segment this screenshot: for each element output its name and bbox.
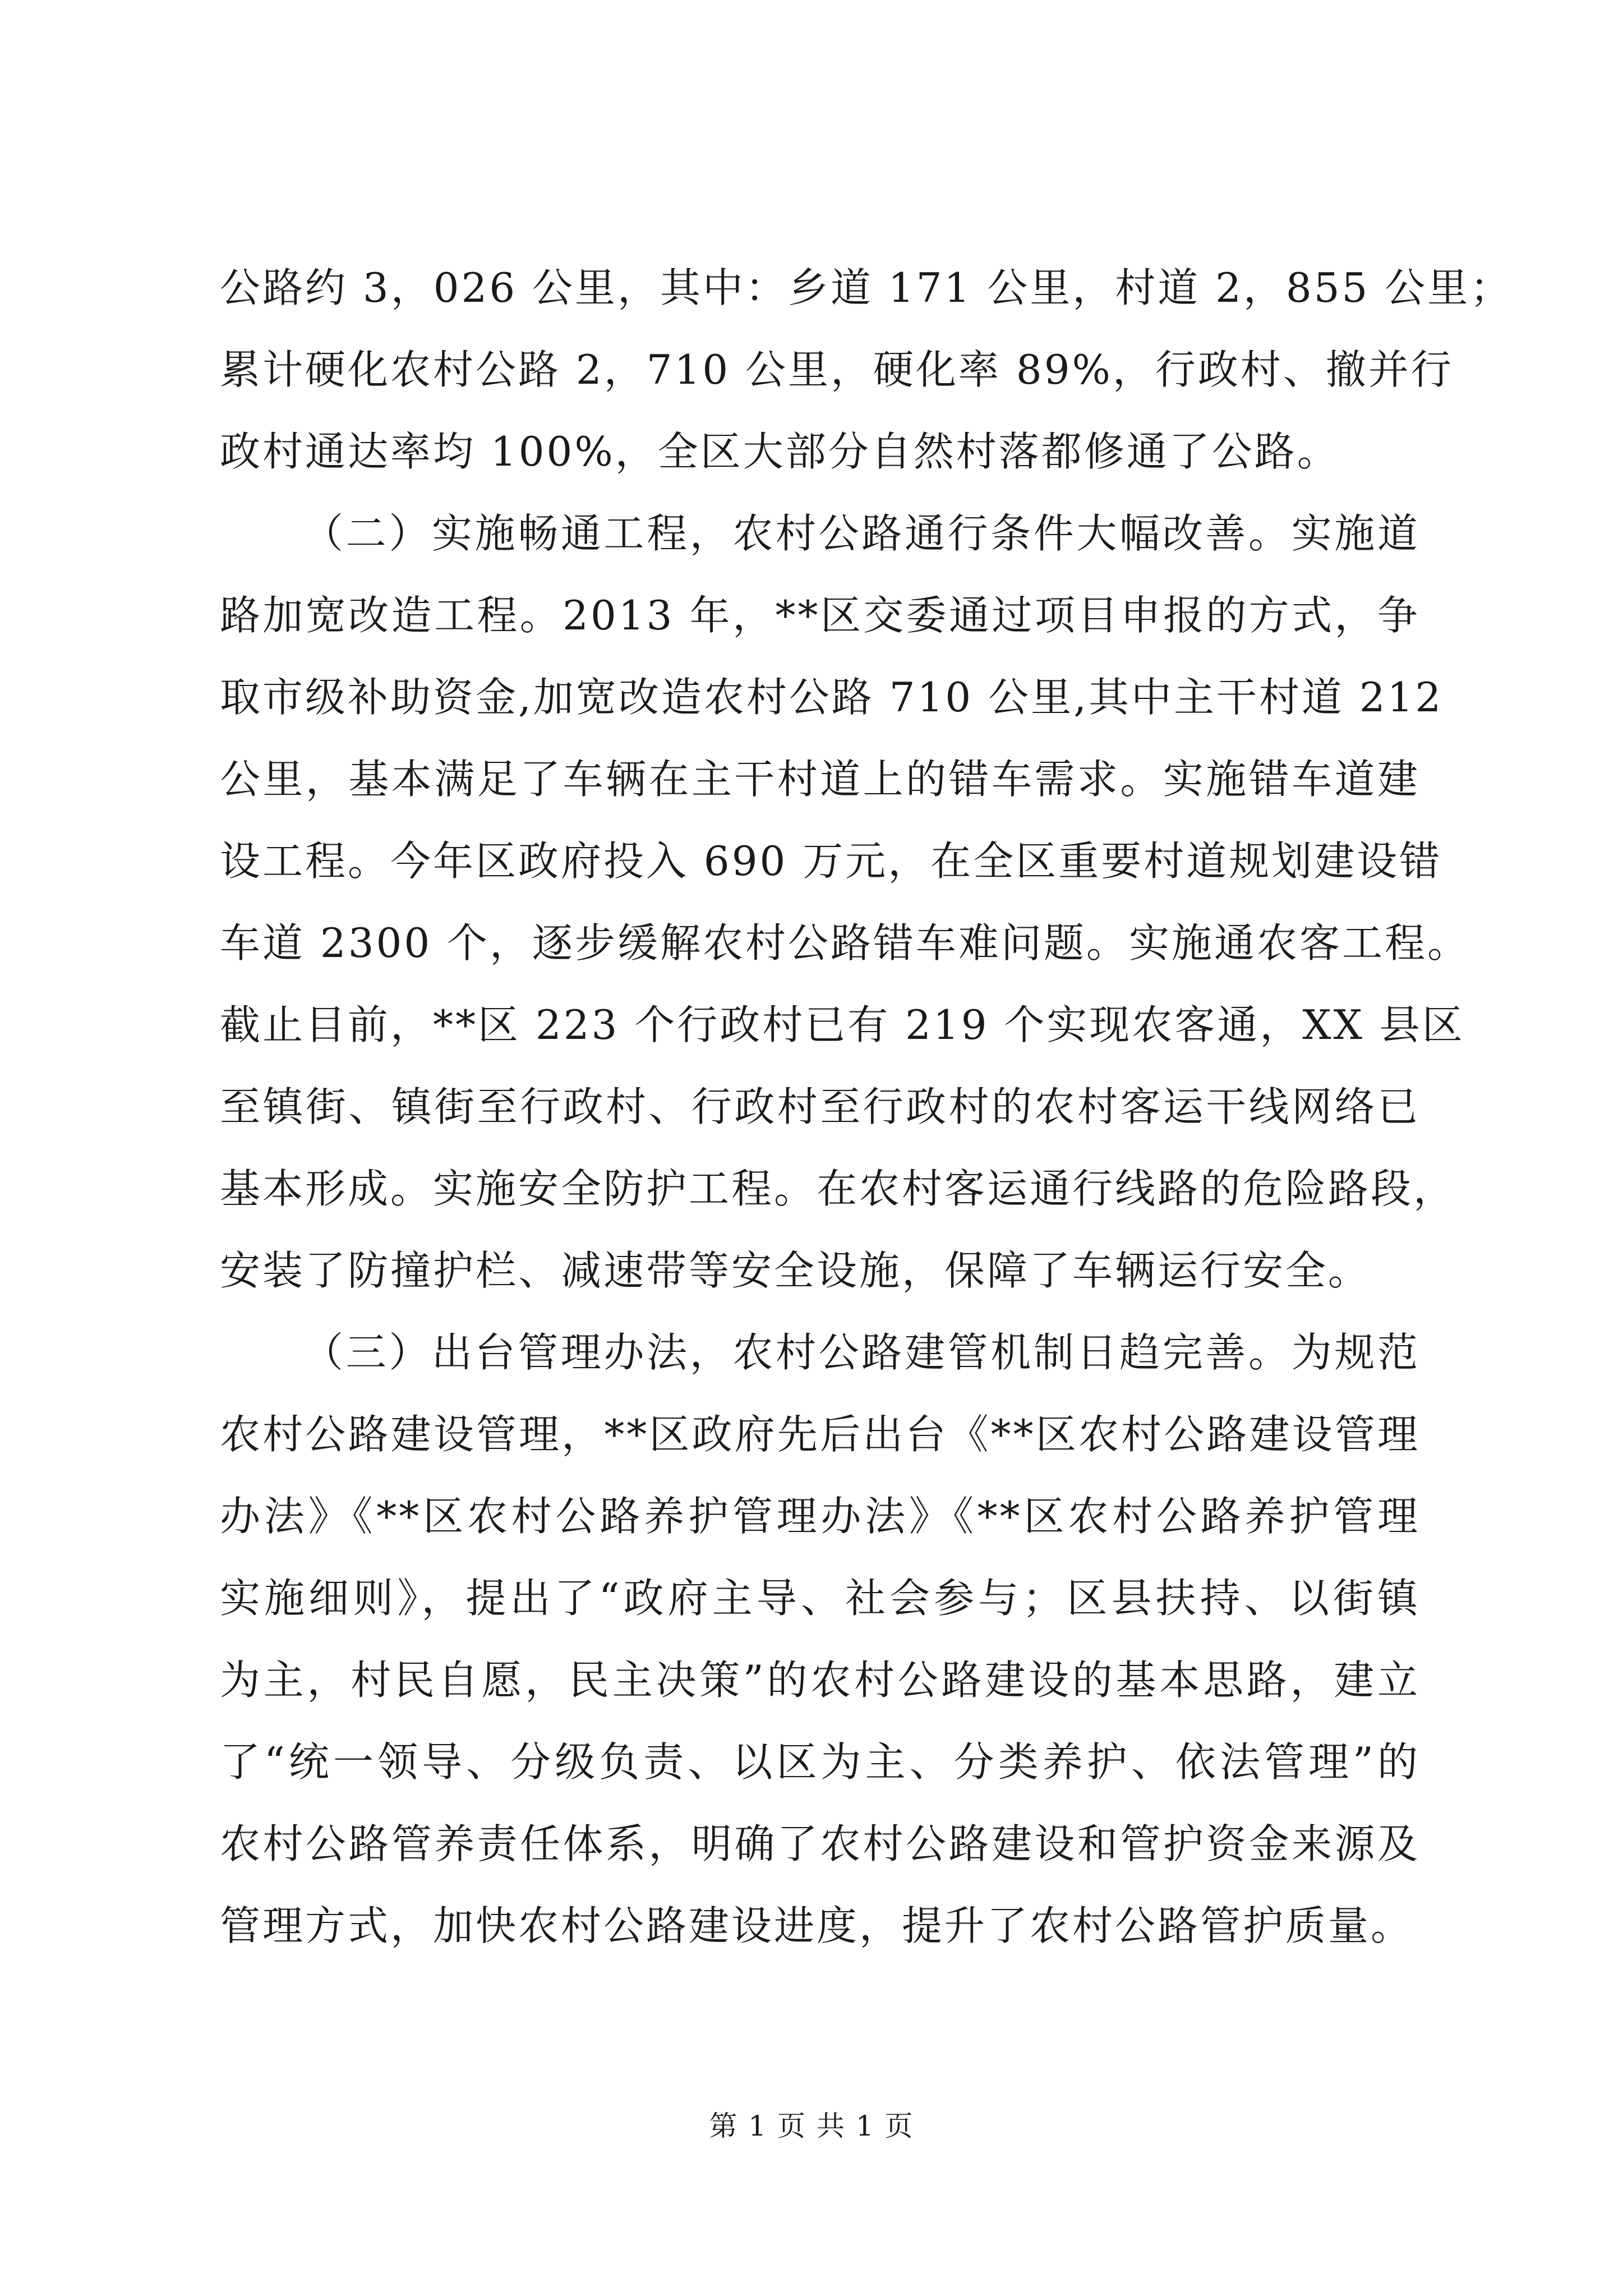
body-line: 办法》《**区农村公路养护管理办法》《**区农村公路养护管理 [220,1493,1420,1540]
body-line: 公里，基本满足了车辆在主干村道上的错车需求。实施错车道建 [220,756,1420,803]
page-footer [0,2106,1623,2146]
body-line: 截止目前，**区 223 个行政村已有 219 个实现农客通，XX 县区 [220,1001,1465,1048]
body-line: 政村通达率均 100%，全区大部分自然村落都修通了公路。 [220,428,1340,475]
body-line: 基本形成。实施安全防护工程。在农村客运通行线路的危险路段， [220,1165,1456,1212]
page-number: 第 1 页 共 1 页 [709,2110,914,2142]
body-line: 实施细则》，提出了“政府主导、社会参与；区县扶持、以街镇 [220,1575,1420,1622]
body-line: 取市级补助资金,加宽改造农村公路 710 公里,其中主干村道 212 [220,674,1444,721]
body-line: 公路约 3，026 公里，其中：乡道 171 公里，村道 2，855 公里； [220,264,1513,311]
section-heading-line: （二）实施畅通工程，农村公路通行条件大幅改善。实施道 [303,510,1420,557]
body-line: 路加宽改造工程。2013 年，**区交委通过项目申报的方式，争 [220,592,1420,639]
body-line: 为主，村民自愿，民主决策”的农村公路建设的基本思路，建立 [220,1657,1420,1704]
body-line: 至镇街、镇街至行政村、行政村至行政村的农村客运干线网络已 [220,1083,1420,1130]
body-line: 车道 2300 个，逐步缓解农村公路错车难问题。实施通农客工程。 [220,919,1470,967]
body-line: 设工程。今年区政府投入 690 万元，在全区重要村道规划建设错 [220,838,1442,885]
body-line: 累计硬化农村公路 2，710 公里，硬化率 89%，行政村、撤并行 [220,346,1454,393]
document-body [220,247,1513,1967]
body-line: 管理方式，加快农村公路建设进度，提升了农村公路管护质量。 [220,1902,1414,1949]
body-line: 农村公路管养责任体系，明确了农村公路建设和管护资金来源及 [220,1820,1420,1867]
body-line: 农村公路建设管理，**区政府先后出台《**区农村公路建设管理 [220,1411,1420,1458]
section-heading-line: （三）出台管理办法，农村公路建管机制日趋完善。为规范 [303,1329,1420,1376]
body-line: 安装了防撞护栏、减速带等安全设施，保障了车辆运行安全。 [220,1247,1371,1294]
body-line: 了“统一领导、分级负责、以区为主、分类养护、依法管理”的 [220,1738,1420,1786]
